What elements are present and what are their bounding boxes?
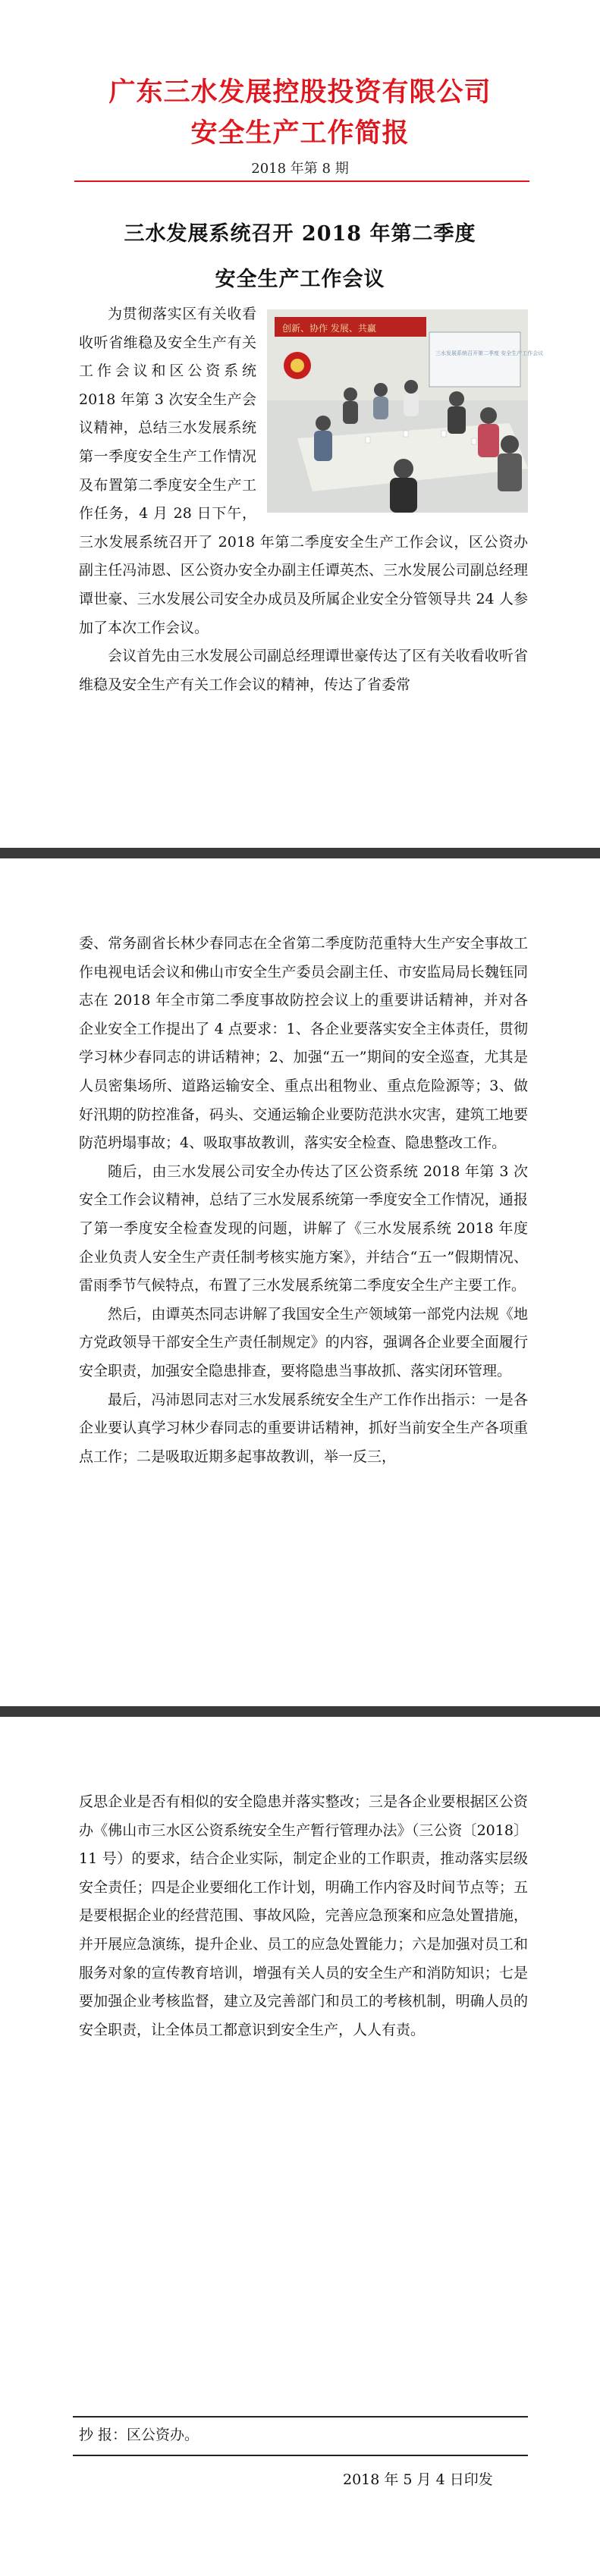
page-1 <box>0 0 600 848</box>
paragraph: 委、常务副省长林少春同志在全省第二季度防范重特大生产安全事故工作电视电话会议和佛山市安全生产委员会副主任、市安监局局长魏钰同志在 2018 年全市第二季度事故防控会议上的重要讲话精神，并对各企业安全工作提出了 4 点要求：1、各企业要落实安全主体责任，贯彻学习林少春同志的讲话精神；2、加强“五一”期间的安全巡查，尤其是人员密集场所、道路运输安全、重点出租物业、重点危险源等；3、做好汛期的防控准备，码头、交通运输企业要防范洪水灾害，建筑工地要防范坍塌事故；4、吸取事故教训，落实安全检查、隐患整改工作。 <box>79 935 528 1152</box>
screen-text: 三水发展系统召开第二季度 安全生产工作会议 <box>435 350 544 356</box>
page-3 <box>0 1717 600 2576</box>
paragraph: 然后，由谭英杰同志讲解了我国安全生产领域第一部党内法规《地方党政领导干部安全生产责任制规定》的内容，强调各企业要全面履行安全职责，加强安全隐患排查，要将隐患当事故抓、落实闭环管理。 <box>79 1305 528 1379</box>
paragraph: 最后，冯沛恩同志对三水发展系统安全生产工作作出指示：一是各企业要认真学习林少春同志的重要讲话精神，抓好当前安全生产各项重点工作；二是吸取近期多起事故教训，举一反三， <box>79 1391 528 1465</box>
page-2 <box>0 858 600 1706</box>
header-divider <box>74 180 529 182</box>
article-title-line2: 安全生产工作会议 <box>215 268 385 291</box>
issue-number: 2018 年第 8 期 <box>251 161 349 177</box>
cc-line: 抄 报：区公资办。 <box>79 2427 199 2443</box>
article-title-line1: 三水发展系统召开 2018 年第二季度 <box>124 222 476 246</box>
article-body-page1 <box>79 300 544 699</box>
paragraph: 为贯彻落实区有关收看收听省维稳及安全生产有关工作会议和区公资系统 2018 年第 3 次安全生产会议精神，总结三水发展系统第一季度安全生产工作情况及布置第二季度安全生产工作任务，4 月 28 日下午，三水发展系统召开了 2018 年第二季度安全生产工作会议，区公资办副主任冯沛恩、区公资办安全办副主任谭英杰、三水发展公司副总经理谭世豪、三水发展公司安全办成员及所属企业安全分管领导共 24 人参加了本次工作会议。 <box>79 306 528 636</box>
footer-bottom-rule <box>73 2455 528 2456</box>
article-body-page2 <box>79 930 528 1471</box>
org-title: 广东三水发展控股投资有限公司 <box>108 77 492 108</box>
printed-date: 2018 年 5 月 4 日印发 <box>343 2471 493 2488</box>
bulletin-title: 安全生产工作简报 <box>190 118 410 149</box>
article-body-page3 <box>79 1788 528 2044</box>
paragraph: 会议首先由三水发展公司副总经理谭世豪传达了区有关收看收听省维稳及安全生产有关工作会议的精神，传达了省委常 <box>79 648 528 693</box>
paragraph: 反思企业是否有相似的安全隐患并落实整改；三是各企业要根据区公资办《佛山市三水区公资系统安全生产暂行管理办法》（三公资〔2018〕11 号）的要求，结合企业实际，制定企业的工作职责，推动落实层级安全责任；四是企业要细化工作计划，明确工作内容及时间节点等；五是要根据企业的经营范围、事故风险，完善应急预案和应急处置措施，并开展应急演练，提升企业、员工的应急处置能力；六是加强对员工和服务对象的宣传教育培训，增强有关人员的安全生产和消防知识；七是要加强企业考核监督，建立及完善部门和员工的考核机制，明确人员的安全职责，让全体员工都意识到安全生产，人人有责。 <box>79 1793 528 2038</box>
page-separator <box>0 1706 600 1717</box>
meeting-photo-image <box>267 309 544 513</box>
paragraph: 随后，由三水发展公司安全办传达了区公资系统 2018 年第 3 次安全工作会议精神，总结了三水发展系统第一季度安全工作情况，通报了第一季度安全检查发现的问题，讲解了《三水发展系统 2018 年度企业负责人安全生产责任制考核实施方案》，并结合“五一”假期情况、雷雨季节气候特点，布置了三水发展系统第二季度安全生产主要工作。 <box>79 1162 528 1294</box>
page-separator <box>0 848 600 858</box>
meeting-photo <box>267 309 544 513</box>
footer-top-rule <box>73 2416 528 2418</box>
banner-text: 创新、协作 发展、共赢 <box>282 323 376 334</box>
